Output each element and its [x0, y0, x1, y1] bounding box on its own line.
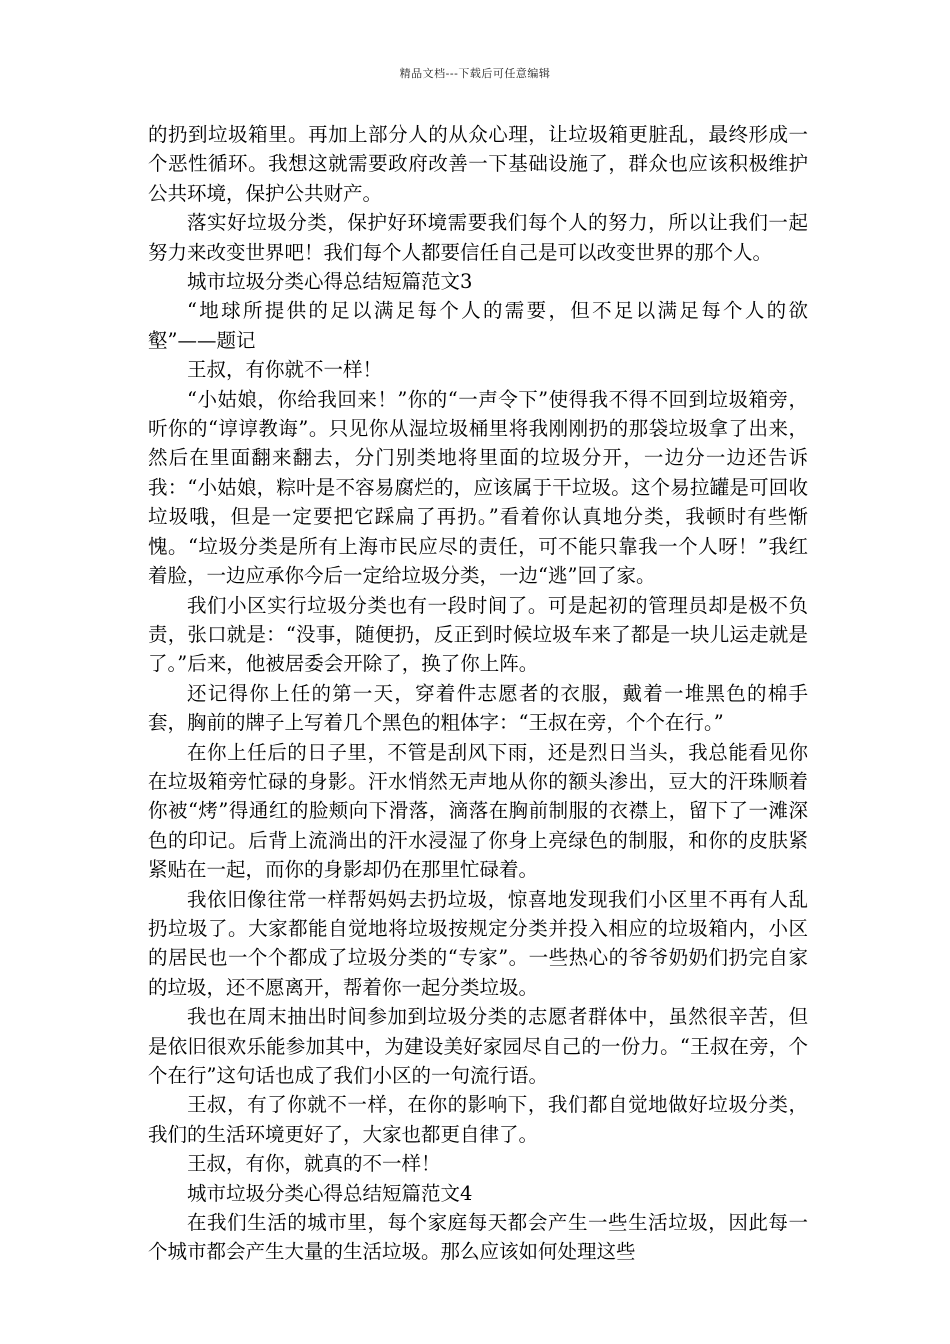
paragraph: 我也在周末抽出时间参加到垃圾分类的志愿者群体中，虽然很辛苦，但是依旧很欢乐能参加其中，为建设美好家园尽自己的一份力。“王叔在旁，个个在行”这句话也成了我们小区的一句流行语。	[148, 1005, 808, 1087]
paragraph: “小姑娘，你给我回来！”你的“一声令下”使得我不得不回到垃圾箱旁，听你的“谆谆教诲”。只见你从湿垃圾桶里将我刚刚扔的那袋垃圾拿了出来，然后在里面翻来翻去，分门别类地将里面的垃圾分开，一边分一边还告诉我：“小姑娘，粽叶是不容易腐烂的，应该属于干垃圾。这个易拉罐是可回收垃圾哦，但是一定要把它踩扁了再扔。”看着你认真地分类，我顿时有些惭愧。“垃圾分类是所有上海市民应尽的责任，可不能只靠我一个人呀！”我红着脸，一边应承你今后一定给垃圾分类，一边“逃”回了家。	[148, 387, 808, 588]
epigraph: “地球所提供的足以满足每个人的需要，但不足以满足每个人的欲壑”——题记	[148, 299, 808, 352]
paragraph: 王叔，有了你就不一样，在你的影响下，我们都自觉地做好垃圾分类，我们的生活环境更好了，大家也都更自律了。	[148, 1093, 808, 1146]
paragraph: 的扔到垃圾箱里。再加上部分人的从众心理，让垃圾箱更脏乱，最终形成一个恶性循环。我想这就需要政府改善一下基础设施了，群众也应该积极维护公共环境，保护公共财产。	[148, 123, 808, 205]
paragraph: 在我们生活的城市里，每个家庭每天都会产生一些生活垃圾，因此每一个城市都会产生大量的生活垃圾。那么应该如何处理这些	[148, 1211, 808, 1264]
paragraph: 还记得你上任的第一天，穿着件志愿者的衣服，戴着一堆黑色的棉手套，胸前的牌子上写着几个黑色的粗体字：“王叔在旁，个个在行。”	[148, 681, 808, 735]
paragraph: 在你上任后的日子里，不管是刮风下雨，还是烈日当头，我总能看见你在垃圾箱旁忙碌的身影。汗水悄然无声地从你的额头渗出，豆大的汗珠顺着你被“烤”得通红的脸颊向下滑落，滴落在胸前制服的衣襟上，留下了一滩深色的印记。后背上流淌出的汗水浸湿了你身上亮绿色的制服，和你的皮肤紧紧贴在一起，而你的身影却仍在那里忙碌着。	[148, 740, 808, 882]
page-header: 精品文档---下载后可任意编辑	[399, 67, 551, 80]
section-heading: 城市垃圾分类心得总结短篇范文4	[187, 1181, 473, 1205]
paragraph: 王叔，有你就不一样！	[187, 358, 383, 382]
paragraph: 我们小区实行垃圾分类也有一段时间了。可是起初的管理员却是极不负责，张口就是：“没事，随便扔，反正到时候垃圾车来了都是一块儿运走就是了。”后来，他被居委会开除了，换了你上阵。	[148, 593, 808, 676]
paragraph: 王叔，有你，就真的不一样！	[187, 1152, 441, 1176]
section-heading: 城市垃圾分类心得总结短篇范文3	[187, 270, 473, 294]
paragraph: 我依旧像往常一样帮妈妈去扔垃圾，惊喜地发现我们小区里不再有人乱扔垃圾了。大家都能自觉地将垃圾按规定分类并投入相应的垃圾箱内，小区的居民也一个个都成了垃圾分类的“专家”。一些热心的爷爷奶奶们扔完自家的垃圾，还不愿离开，帮着你一起分类垃圾。	[148, 887, 808, 999]
document-body	[148, 120, 808, 1267]
paragraph: 落实好垃圾分类，保护好环境需要我们每个人的努力，所以让我们一起努力来改变世界吧！我们每个人都要信任自己是可以改变世界的那个人。	[148, 211, 808, 264]
